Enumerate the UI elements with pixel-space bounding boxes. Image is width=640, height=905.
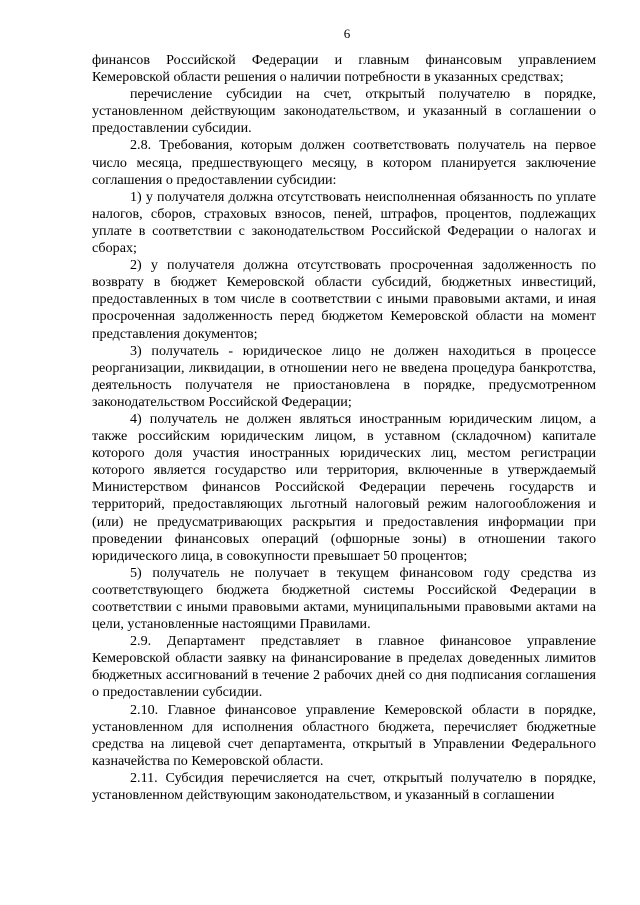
paragraph: 1) у получателя должна отсутствовать неисполненная обязанность по уплате налогов, сборов, страховых взносов, пеней, штрафов, процентов, подлежащих уплате в соответствии с законодательством Российской Федерации о налогах и сборах; xyxy=(92,188,596,257)
paragraph: финансов Российской Федерации и главным финансовым управлением Кемеровской области решения о наличии потребности в указанных средствах; xyxy=(92,52,596,86)
paragraph: 3) получатель - юридическое лицо не должен находиться в процессе реорганизации, ликвидации, в отношении него не введена процедура банкротства, деятельность получателя не приостановлена в порядке, предусмотренном законодательством Российской Федерации; xyxy=(92,342,596,410)
page-number: 6 xyxy=(343,26,351,41)
paragraph: 2.8. Требования, которым должен соответствовать получатель на первое число месяца, предшествующего месяцу, в котором планируется заключение соглашения о предоставлении субсидии: xyxy=(92,137,596,188)
document-body xyxy=(92,52,596,804)
paragraph: 2.11. Субсидия перечисляется на счет, открытый получателю в порядке, установленном действующим законодательством, и указанный в соглашении xyxy=(92,769,596,804)
paragraph: 2) у получателя должна отсутствовать просроченная задолженность по возврату в бюджет Кемеровской области субсидий, бюджетных инвестиций, предоставленных в том числе в соответствии с иными правовыми актами, и иная просроченная задолженность перед бюджетом Кемеровской области на момент представления документов; xyxy=(92,257,596,342)
paragraph: 4) получатель не должен являться иностранным юридическим лицом, а также российским юридическим лицом, в уставном (складочном) капитале которого доля участия иностранных юридических лиц, местом регистрации которого является государство или территория, включенные в утверждаемый Министерством финансов Российской Федерации перечень государств и территорий, предоставляющих льготный налоговый режим налогообложения и (или) не предусматривающих раскрытия и предоставления информации при проведении финансовых операций (офшорные зоны) в отношении такого юридического лица, в совокупности превышает 50 процентов; xyxy=(92,410,596,564)
paragraph: 2.10. Главное финансовое управление Кемеровской области в порядке, установленном для исполнения областного бюджета, перечисляет бюджетные средства на лицевой счет департамента, открытый в Управлении Федерального казначейства по Кемеровской области. xyxy=(92,701,596,769)
paragraph: 2.9. Департамент представляет в главное финансовое управление Кемеровской области заявку на финансирование в пределах доведенных лимитов бюджетных ассигнований в течение 2 рабочих дней со дня подписания соглашения о предоставлении субсидии. xyxy=(92,633,596,701)
paragraph: 5) получатель не получает в текущем финансовом году средства из соответствующего бюджета бюджетной системы Российской Федерации в соответствии с иными правовыми актами, муниципальными правовыми актами на цели, установленные настоящими Правилами. xyxy=(92,564,596,633)
paragraph: перечисление субсидии на счет, открытый получателю в порядке, установленном действующим законодательством, и указанный в соглашении о предоставлении субсидии. xyxy=(92,86,596,137)
